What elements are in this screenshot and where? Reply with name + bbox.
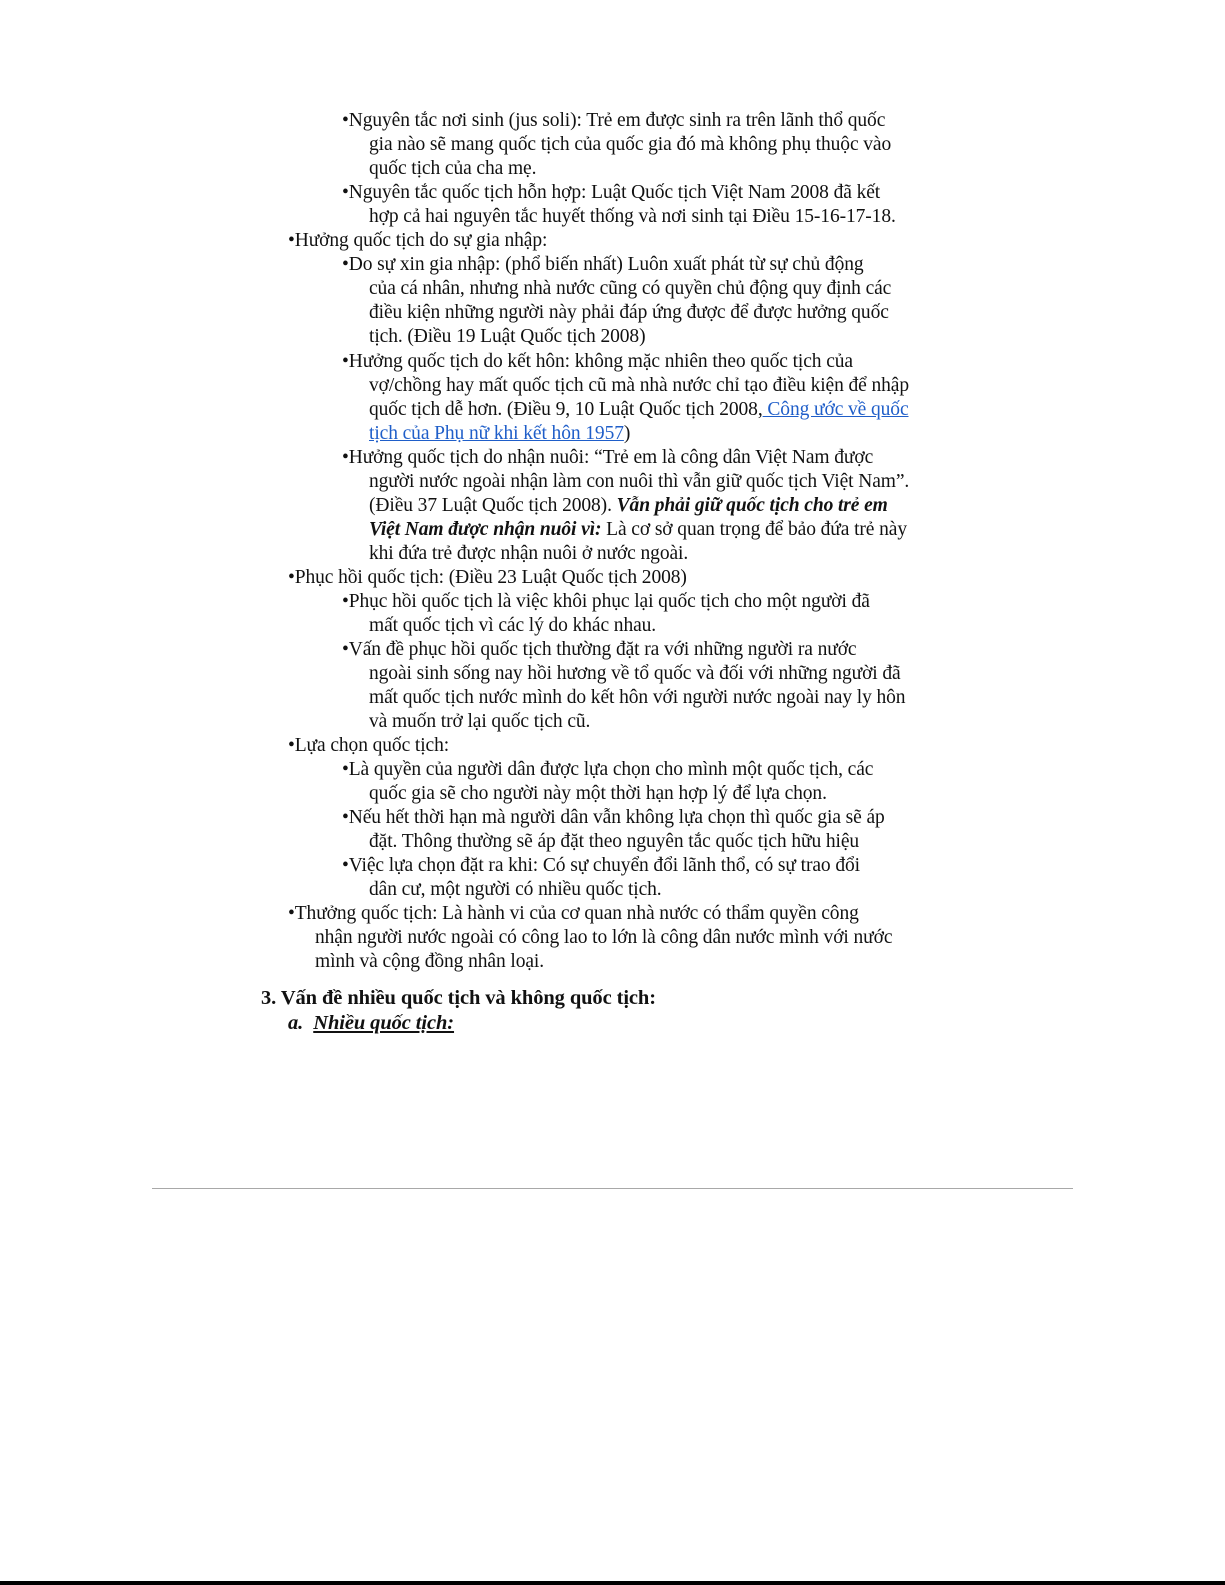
text-line: •Nguyên tắc nơi sinh (jus soli): Trẻ em được sinh ra trên lãnh thổ quốc (342, 110, 886, 131)
section-heading: 3. Vấn đề nhiều quốc tịch và không quốc tịch: (261, 987, 656, 1009)
text-line: tịch. (Điều 19 Luật Quốc tịch 2008) (369, 326, 646, 347)
text-line: khi đứa trẻ được nhận nuôi ở nước ngoài. (369, 543, 689, 564)
bottom-edge (0, 1581, 1225, 1585)
subsection-title: Nhiều quốc tịch: (313, 1012, 455, 1034)
text-line: điều kiện những người này phải đáp ứng được để được hưởng quốc (369, 302, 889, 323)
text-line: mất quốc tịch nước mình do kết hôn với người nước ngoài nay ly hôn (369, 687, 906, 708)
text-run: (Điều 37 Luật Quốc tịch 2008). (369, 495, 617, 516)
text-line (369, 518, 907, 542)
text-line: •Nếu hết thời hạn mà người dân vẫn không lựa chọn thì quốc gia sẽ áp (342, 807, 885, 828)
text-line: ngoài sinh sống nay hồi hương về tổ quốc và đối với những người đã (369, 663, 901, 684)
text-line: hợp cả hai nguyên tắc huyết thống và nơi sinh tại Điều 15-16-17-18. (369, 206, 896, 227)
text-line: •Hưởng quốc tịch do sự gia nhập: (288, 230, 548, 251)
text-line: người nước ngoài nhận làm con nuôi thì vẫn giữ quốc tịch Việt Nam”. (369, 471, 910, 492)
text-line: của cá nhân, nhưng nhà nước cũng có quyền chủ động quy định các (369, 278, 892, 299)
text-run: ) (623, 423, 631, 444)
text-line: gia nào sẽ mang quốc tịch của quốc gia đó mà không phụ thuộc vào (369, 134, 892, 155)
text-line: dân cư, một người có nhiều quốc tịch. (369, 879, 662, 900)
text-line: vợ/chồng hay mất quốc tịch cũ mà nhà nước chỉ tạo điều kiện để nhập (369, 375, 909, 396)
text-line: •Là quyền của người dân được lựa chọn cho mình một quốc tịch, các (342, 759, 874, 780)
text-line: •Vấn đề phục hồi quốc tịch thường đặt ra với những người ra nước (342, 639, 857, 660)
text-line: •Phục hồi quốc tịch là việc khôi phục lại quốc tịch cho một người đã (342, 591, 870, 612)
text-line (369, 398, 909, 422)
text-line (369, 422, 630, 446)
text-run: Là cơ sở quan trọng để bảo đứa trẻ này (601, 519, 907, 540)
text-line: •Hưởng quốc tịch do nhận nuôi: “Trẻ em là công dân Việt Nam được (342, 447, 874, 468)
text-line: •Nguyên tắc quốc tịch hỗn hợp: Luật Quốc tịch Việt Nam 2008 đã kết (342, 182, 881, 203)
emphasis-text: Vẫn phải giữ quốc tịch cho trẻ em (616, 495, 888, 516)
text-line: •Việc lựa chọn đặt ra khi: Có sự chuyển đổi lãnh thổ, có sự trao đổi (342, 855, 860, 876)
page-divider (152, 1188, 1073, 1189)
text-line: •Do sự xin gia nhập: (phổ biến nhất) Luôn xuất phát từ sự chủ động (342, 254, 864, 275)
text-line: •Hưởng quốc tịch do kết hôn: không mặc nhiên theo quốc tịch của (342, 351, 853, 372)
subsection-label: a. (288, 1012, 304, 1034)
text-line (369, 494, 888, 518)
text-line: mình và cộng đồng nhân loại. (315, 951, 544, 972)
text-line: mất quốc tịch vì các lý do khác nhau. (369, 615, 657, 636)
text-line: quốc gia sẽ cho người này một thời hạn hợp lý để lựa chọn. (369, 783, 827, 804)
text-line: quốc tịch của cha mẹ. (369, 158, 537, 179)
text-run: quốc tịch dễ hơn. (Điều 9, 10 Luật Quốc tịch 2008, (369, 399, 763, 420)
convention-link[interactable]: Công ước về quốc (762, 399, 909, 420)
convention-link[interactable]: tịch của Phụ nữ khi kết hôn 1957 (369, 423, 624, 444)
text-line: nhận người nước ngoài có công lao to lớn là công dân nước mình với nước (315, 927, 893, 948)
text-line: •Phục hồi quốc tịch: (Điều 23 Luật Quốc tịch 2008) (288, 567, 687, 588)
text-line: đặt. Thông thường sẽ áp đặt theo nguyên tắc quốc tịch hữu hiệu (369, 831, 860, 852)
subsection-heading (288, 1011, 454, 1035)
text-line: và muốn trở lại quốc tịch cũ. (369, 711, 591, 732)
text-line: •Lựa chọn quốc tịch: (288, 735, 450, 756)
text-line: •Thưởng quốc tịch: Là hành vi của cơ quan nhà nước có thẩm quyền công (288, 903, 859, 924)
emphasis-text: Việt Nam được nhận nuôi vì: (369, 519, 602, 540)
